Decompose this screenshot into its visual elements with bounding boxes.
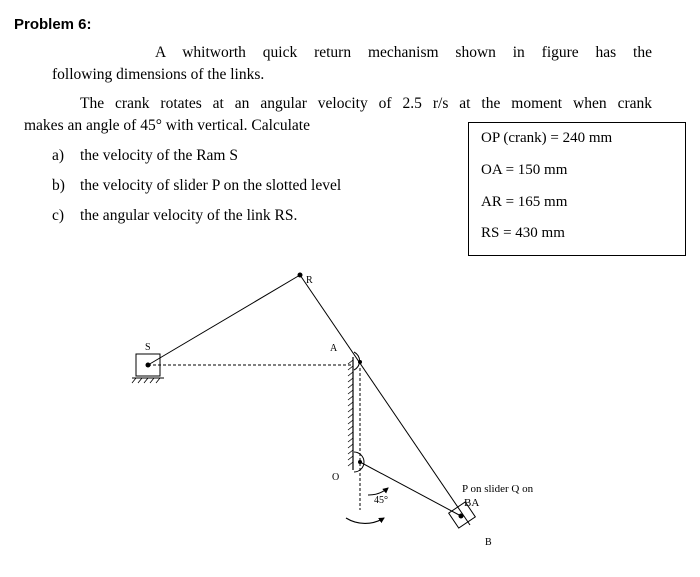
question-text: the velocity of slider P on the slotted level: [80, 177, 342, 194]
ram-ground-hatching: [132, 378, 160, 383]
label-r: R: [306, 275, 313, 286]
question-label: a): [52, 147, 65, 164]
slider-label-line-1: P on slider Q on: [462, 483, 534, 495]
dimension-ar: AR = 165 mm: [481, 194, 568, 210]
dimension-oa: OA = 150 mm: [481, 162, 568, 178]
dimension-op: OP (crank) = 240 mm: [481, 130, 613, 146]
question-label: b): [52, 177, 65, 194]
pin-a: [358, 360, 362, 364]
pin-r: [298, 273, 303, 278]
question-label: c): [52, 207, 65, 224]
paragraph-line-1: The crank rotates at an angular velocity of 2.5 r/s at the moment when crank: [80, 95, 652, 112]
label-b: B: [485, 537, 492, 548]
slider-label-line-2: BA: [464, 497, 480, 509]
pin-p: [459, 514, 464, 519]
angle-label: 45°: [374, 495, 388, 506]
pin-s: [146, 363, 151, 368]
angle-arc: [368, 488, 388, 495]
intro-line-2: following dimensions of the links.: [52, 66, 265, 83]
dimension-rs: RS = 430 mm: [481, 225, 565, 241]
rotation-direction-arrow: [346, 518, 384, 523]
question-text: the angular velocity of the link RS.: [80, 207, 298, 224]
label-a: A: [330, 343, 338, 354]
question-text: the velocity of the Ram S: [80, 147, 238, 164]
intro-line-1: A whitworth quick return mechanism shown in figure has the: [155, 44, 652, 61]
frame-hatching: [348, 360, 353, 466]
problem-heading: Problem 6:: [14, 16, 92, 33]
pin-o: [358, 460, 362, 464]
link-rs: [148, 275, 300, 365]
label-o: O: [332, 472, 340, 483]
slotted-lever: [300, 275, 470, 525]
label-s: S: [145, 342, 151, 353]
paragraph-line-2: makes an angle of 45° with vertical. Calculate: [24, 117, 310, 134]
